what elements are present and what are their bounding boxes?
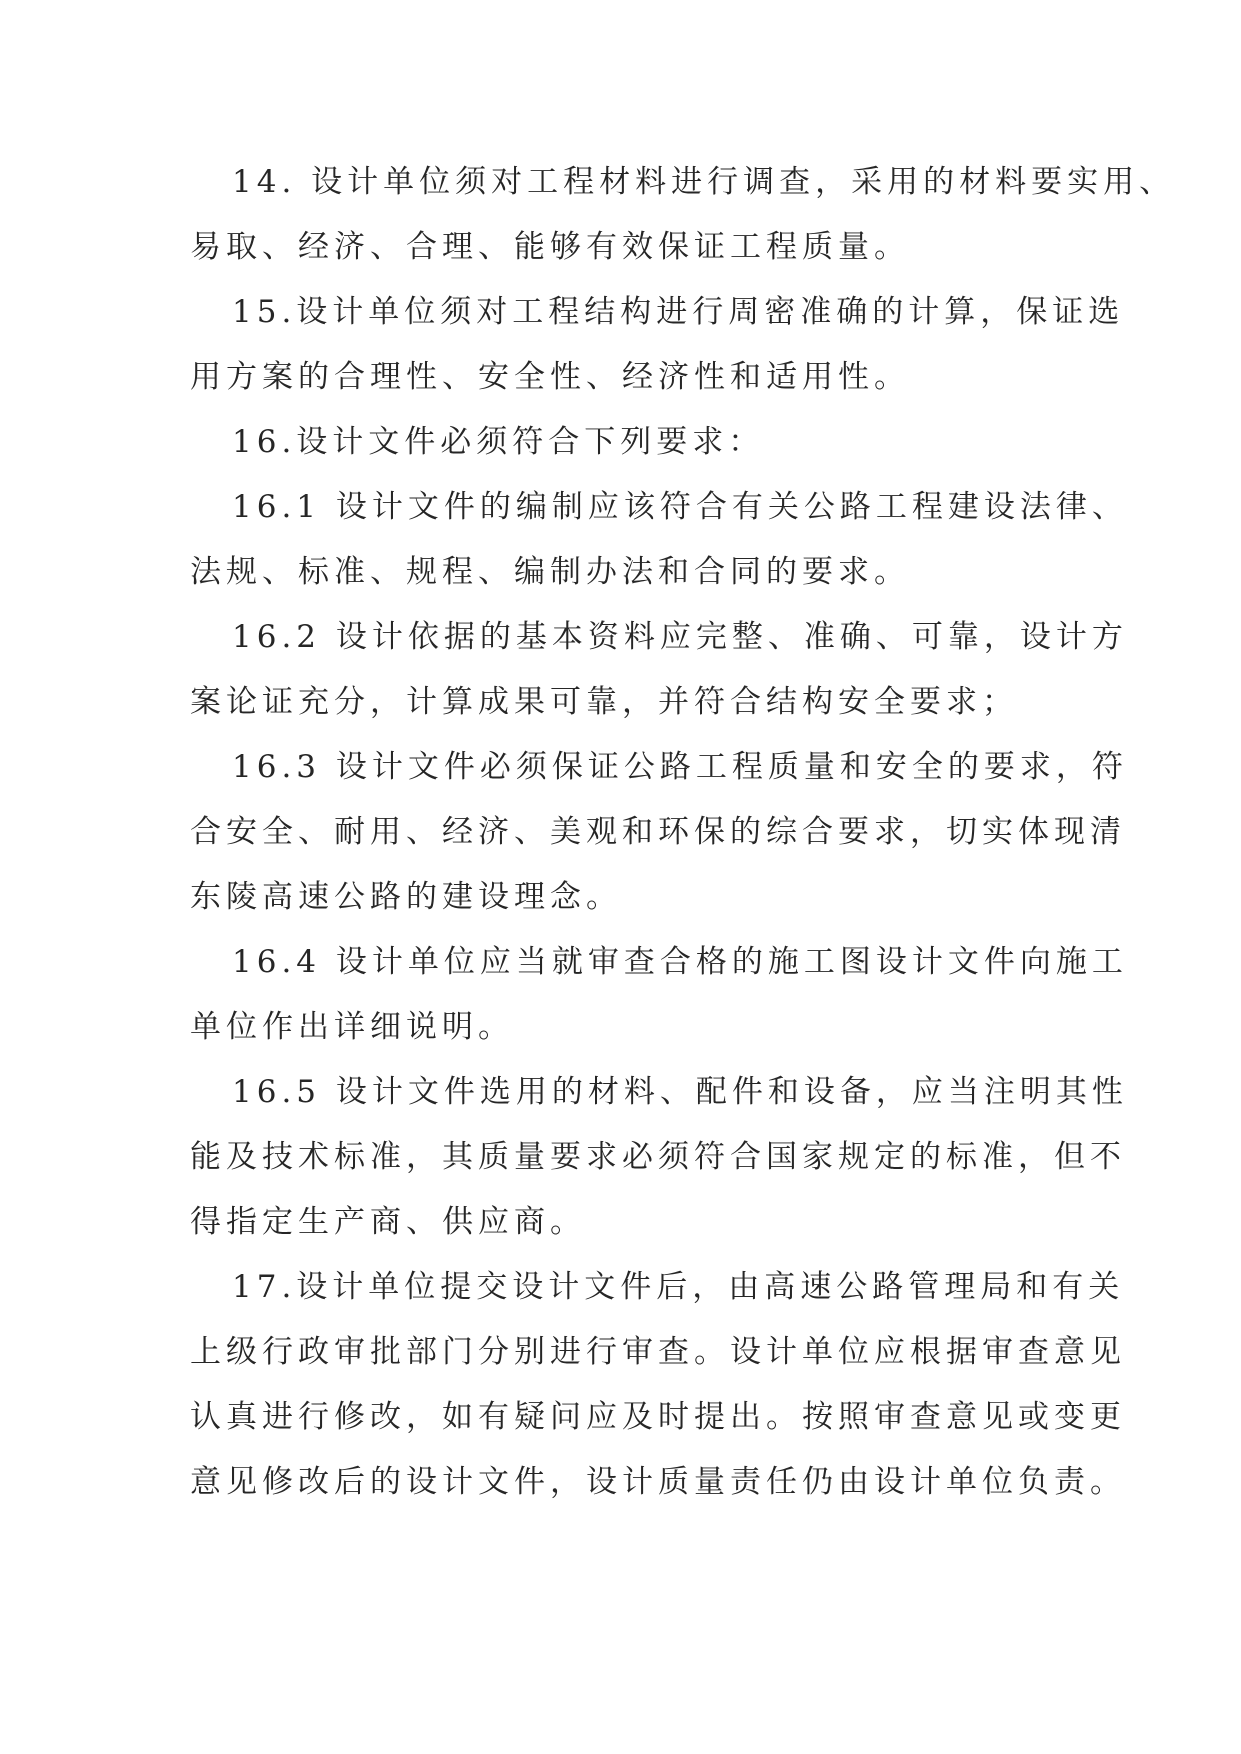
paragraph-16-1 bbox=[190, 475, 1128, 605]
paragraph-14 bbox=[190, 150, 1176, 280]
paragraph-16-4 bbox=[190, 930, 1128, 1060]
paragraph-16-3 bbox=[190, 735, 1128, 930]
text-line: 上级行政审批部门分别进行审查。设计单位应根据审查意见 bbox=[190, 1334, 1126, 1370]
text-line: 14. 设计单位须对工程材料进行调查，采用的材料要实用、 bbox=[232, 164, 1176, 200]
text-line: 16.1 设计文件的编制应该符合有关公路工程建设法律、 bbox=[232, 489, 1128, 525]
text-line: 得指定生产商、供应商。 bbox=[190, 1204, 586, 1240]
text-line: 法规、标准、规程、编制办法和合同的要求。 bbox=[190, 554, 910, 590]
text-line: 15.设计单位须对工程结构进行周密准确的计算，保证选 bbox=[232, 294, 1125, 330]
text-line: 认真进行修改，如有疑问应及时提出。按照审查意见或变更 bbox=[190, 1399, 1126, 1435]
paragraph-17 bbox=[190, 1255, 1126, 1515]
text-line: 合安全、耐用、经济、美观和环保的综合要求，切实体现清 bbox=[190, 814, 1126, 850]
text-line: 意见修改后的设计文件，设计质量责任仍由设计单位负责。 bbox=[190, 1464, 1126, 1500]
text-line: 单位作出详细说明。 bbox=[190, 1009, 514, 1045]
paragraph-16 bbox=[190, 410, 1070, 475]
text-line: 16.2 设计依据的基本资料应完整、准确、可靠，设计方 bbox=[232, 619, 1128, 655]
document-body bbox=[190, 150, 1176, 1515]
text-line: 16.设计文件必须符合下列要求： bbox=[232, 424, 765, 460]
text-line: 用方案的合理性、安全性、经济性和适用性。 bbox=[190, 359, 910, 395]
text-line: 东陵高速公路的建设理念。 bbox=[190, 879, 622, 915]
text-line: 16.4 设计单位应当就审查合格的施工图设计文件向施工 bbox=[232, 944, 1128, 980]
paragraph-16-5 bbox=[190, 1060, 1128, 1255]
paragraph-16-2 bbox=[190, 605, 1128, 735]
text-line: 能及技术标准，其质量要求必须符合国家规定的标准，但不 bbox=[190, 1139, 1126, 1175]
text-line: 17.设计单位提交设计文件后，由高速公路管理局和有关 bbox=[232, 1269, 1125, 1305]
text-line: 16.5 设计文件选用的材料、配件和设备，应当注明其性 bbox=[232, 1074, 1128, 1110]
text-line: 16.3 设计文件必须保证公路工程质量和安全的要求，符 bbox=[232, 749, 1128, 785]
text-line: 案论证充分，计算成果可靠，并符合结构安全要求； bbox=[190, 684, 1018, 720]
text-line: 易取、经济、合理、能够有效保证工程质量。 bbox=[190, 229, 910, 265]
paragraph-15 bbox=[190, 280, 1125, 410]
